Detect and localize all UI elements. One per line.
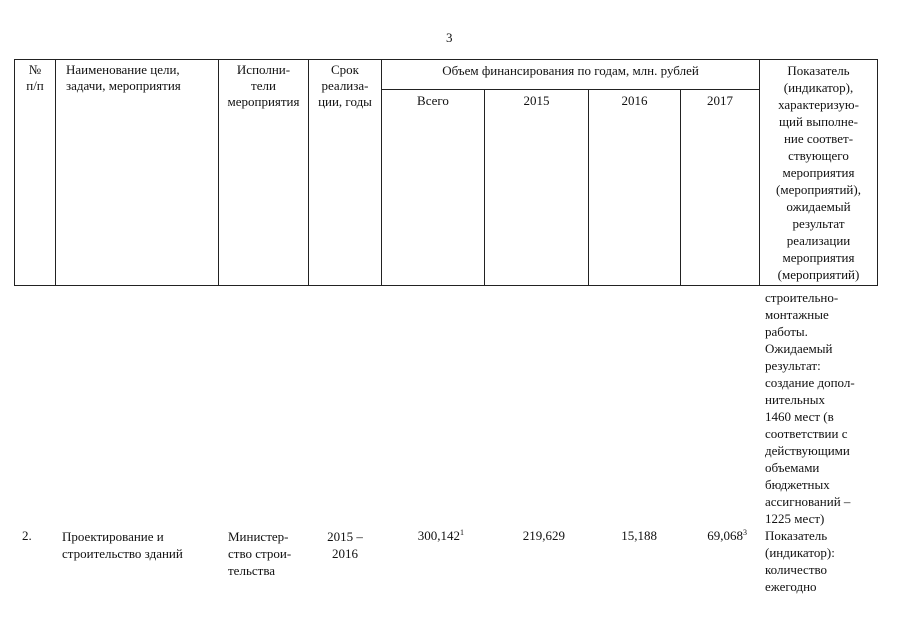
table-top-border xyxy=(14,59,878,60)
header-num: № п/п xyxy=(26,62,44,93)
row2-term: 2015 – 2016 xyxy=(327,529,363,561)
header-2016: 2016 xyxy=(621,93,648,108)
header-2017: 2017 xyxy=(707,93,733,108)
row2-indicator: Показатель (индикатор): количество ежегодно xyxy=(765,528,835,594)
row2-2016: 15,188 xyxy=(621,528,657,543)
row2-total-footnote: 1 xyxy=(460,528,464,537)
row2-total: 300,142$^1$ xyxy=(417,528,464,543)
header-indicator: Показатель (индикатор), характеризую- щий выполне- ние соответ- ствующего мероприятия (мероприятий), ожидаемый результат реализации мероприятия (мероприятий) xyxy=(776,63,861,282)
header-executors: Исполни- тели мероприятия xyxy=(227,62,300,109)
header-2015: 2015 xyxy=(523,93,550,108)
header-financing: Объем финансирования по годам, млн. рублей xyxy=(442,63,699,78)
row2-executor: Министер- ство строи- тельства xyxy=(228,529,292,578)
row2-name: Проектирование и строительство зданий xyxy=(62,529,183,561)
page-number: 3 xyxy=(446,30,453,45)
header-name: Наименование цели, задачи, мероприятия xyxy=(66,62,181,93)
header-total: Всего xyxy=(417,93,449,108)
indicator-continuation: строительно- монтажные работы. Ожидаемый результат: создание допол- нительных 1460 мест (в соответствии с действующими объемами бюджетных ассигнований – 1225 мест) xyxy=(765,290,855,526)
row2-2015: 219,629 xyxy=(522,528,565,543)
col-border-6 xyxy=(588,89,589,286)
row2-2017-footnote: 3 xyxy=(743,528,747,537)
row2-2017: 69,068$^3$ xyxy=(707,528,747,543)
table-header-bottom-border xyxy=(14,285,878,286)
col-border-9 xyxy=(877,59,878,286)
row2-num: 2. xyxy=(22,528,32,543)
financing-subheader-line xyxy=(381,89,759,90)
col-border-5 xyxy=(484,89,485,286)
col-border-7 xyxy=(680,89,681,286)
header-term: Срок реализа- ции, годы xyxy=(318,62,372,109)
